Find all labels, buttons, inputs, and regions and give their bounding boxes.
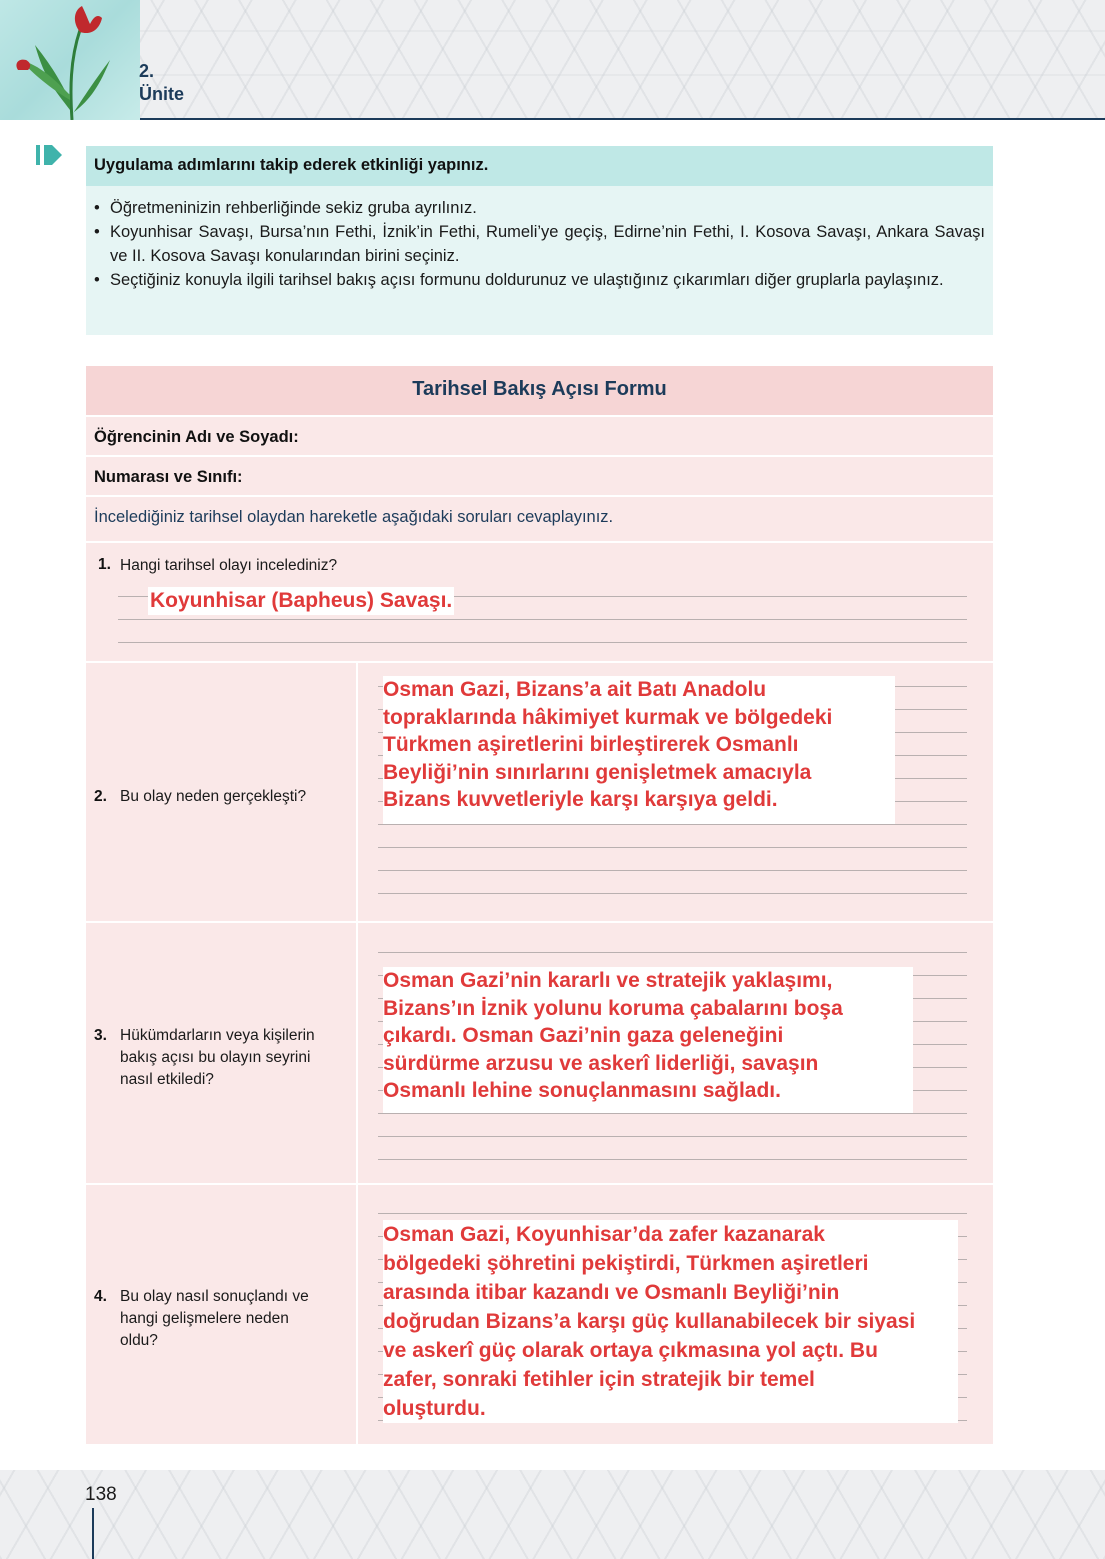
answer-line xyxy=(118,619,967,620)
instructions-body xyxy=(86,186,993,335)
answer-line-text: Osman Gazi, Bizans’a ait Batı Anadolu xyxy=(383,678,767,701)
answer-text xyxy=(383,1220,958,1423)
answer-line-text: Türkmen aşiretlerini birleştirerek Osmanlı xyxy=(383,733,799,756)
question-4-label-cell xyxy=(86,1185,356,1444)
student-name-label: Öğrencinin Adı ve Soyadı: xyxy=(86,417,993,455)
answer-line-text: Osman Gazi, Koyunhisar’da zafer kazanarak xyxy=(383,1223,825,1246)
answer-line-text: topraklarında hâkimiyet kurmak ve bölgedeki xyxy=(383,705,833,729)
question-text: Hangi tarihsel olayı incelediniz? xyxy=(120,557,338,574)
answer-line xyxy=(378,847,967,848)
answer-line xyxy=(378,870,967,871)
answer-line-text: bölgedeki şöhretini pekiştirdi, Türkmen aşiretleri xyxy=(383,1252,869,1275)
answer-text: Koyunhisar (Bapheus) Savaşı. xyxy=(148,587,454,615)
answer-line xyxy=(378,1113,967,1114)
answer-line-text: zafer, sonraki fetihler için stratejik bir temel xyxy=(383,1368,815,1391)
footer-rule xyxy=(92,1508,94,1559)
instructions-list xyxy=(94,196,985,292)
answer-line-text: çıkardı. Osman Gazi’nin gaza geleneğini xyxy=(383,1024,784,1047)
answer-line xyxy=(378,1159,967,1160)
activity-play-icon xyxy=(34,142,64,168)
answer-line xyxy=(378,1213,967,1214)
question-text xyxy=(120,1286,309,1352)
answer-line-text: Osmanlı lehine sonuçlanmasını sağladı. xyxy=(383,1079,781,1102)
answer-line-text: doğrudan Bizans’a karşı güç kullanabilecek bir siyasi xyxy=(383,1310,916,1333)
answer-line-text: Bizans kuvvetleriyle karşı karşıya geldi. xyxy=(383,788,778,811)
answer-line-text: ve askerî güç olarak ortaya çıkmasına yol açtı. Bu xyxy=(383,1339,878,1362)
question-number: 3. xyxy=(94,1027,107,1044)
answer-line-text: oluşturdu. xyxy=(383,1397,486,1420)
answer-line-text: Bizans’ın İznik yolunu koruma çabalarını boşa xyxy=(383,996,843,1020)
question-text: Bu olay neden gerçekleşti? xyxy=(120,788,307,805)
question-text-line: Bu olay nasıl sonuçlandı ve xyxy=(120,1288,309,1305)
student-number-label: Numarası ve Sınıfı: xyxy=(86,457,993,495)
tulip-icon xyxy=(0,0,140,120)
answer-text xyxy=(383,967,913,1113)
answer-line xyxy=(378,893,967,894)
answer-line xyxy=(378,952,967,953)
question-number: 4. xyxy=(94,1288,107,1305)
question-3-answer-cell xyxy=(358,923,993,1183)
question-text-line: hangi gelişmelere neden xyxy=(120,1310,289,1327)
instructions-title: Uygulama adımlarını takip ederek etkinliği yapınız. xyxy=(86,146,993,186)
answer-line-text: sürdürme arzusu ve askerî liderliği, savaşın xyxy=(383,1051,819,1075)
question-text-line: Hükümdarların veya kişilerin xyxy=(120,1027,315,1044)
answer-line xyxy=(378,1136,967,1137)
instruction-item: • Seçtiğiniz konuyla ilgili tarihsel bakış açısı formunu doldurunuz ve ulaştığınız çıkarımları diğer gruplarla paylaşınız. xyxy=(94,268,985,292)
footer-band xyxy=(0,1470,1105,1559)
question-number: 2. xyxy=(94,788,107,805)
question-2-label-cell xyxy=(86,663,356,921)
question-text-line: nasıl etkiledi? xyxy=(120,1071,214,1088)
question-3-label-cell xyxy=(86,923,356,1183)
question-text-line: oldu? xyxy=(120,1332,158,1349)
form-instruction: İncelediğiniz tarihsel olaydan hareketle aşağıdaki soruları cevaplayınız. xyxy=(86,497,993,541)
page-number: 138 xyxy=(85,1484,117,1505)
unit-number: 2. xyxy=(139,61,155,81)
question-text xyxy=(120,1025,315,1091)
answer-line-text: arasında itibar kazandı ve Osmanlı Beyliği’nin xyxy=(383,1281,840,1304)
answer-line-text: Beyliği’nin sınırlarını genişletmek amacıyla xyxy=(383,760,812,784)
header-rule xyxy=(140,118,1105,120)
question-text-line: bakış açısı bu olayın seyrini xyxy=(120,1049,311,1066)
answer-line xyxy=(378,824,967,825)
instruction-item: • Öğretmeninizin rehberliğinde sekiz gruba ayrılınız. xyxy=(94,196,985,220)
question-2-answer-cell xyxy=(358,663,993,921)
instruction-item: • Koyunhisar Savaşı, Bursa’nın Fethi, İznik’in Fethi, Rumeli’ye geçiş, Edirne’nin Fethi, I. Kosova Savaşı, Ankara Savaşı ve II. Kosova Savaşı konularından birini seçiniz. xyxy=(94,220,985,268)
unit-label: Ünite xyxy=(139,84,184,104)
question-4-answer-cell xyxy=(358,1185,993,1444)
answer-line-text: Osman Gazi’nin kararlı ve stratejik yaklaşımı, xyxy=(383,969,833,992)
question-1-block xyxy=(86,543,993,661)
question-number: 1. xyxy=(98,556,111,573)
form-title: Tarihsel Bakış Açısı Formu xyxy=(86,366,993,415)
answer-text xyxy=(383,676,895,824)
answer-line xyxy=(118,642,967,643)
